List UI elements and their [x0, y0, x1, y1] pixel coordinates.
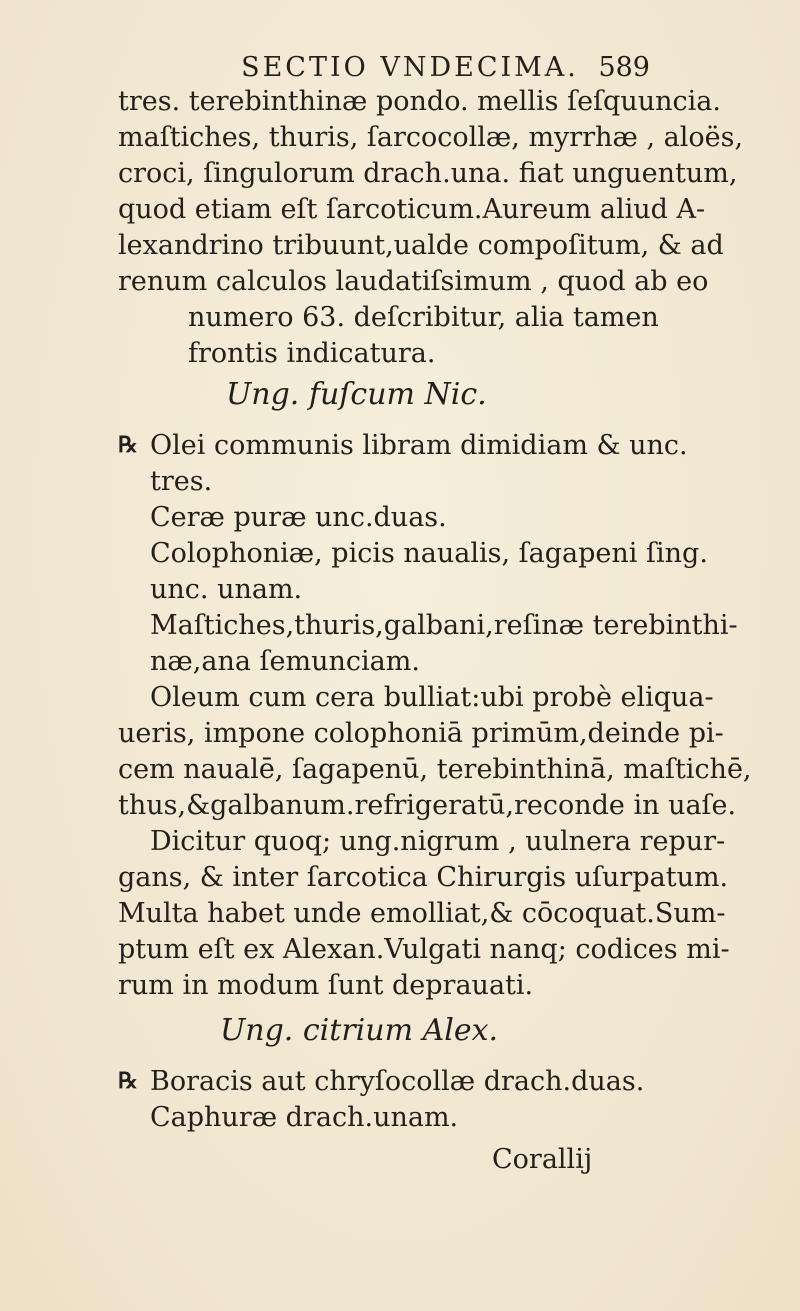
recipe-symbol: ℞	[118, 1068, 138, 1094]
section-title: SECTIO VNDECIMA.	[241, 52, 579, 83]
catchword: Corallij	[492, 1144, 593, 1175]
text-line: Caphuræ drach.unam.	[150, 1102, 459, 1133]
text-line: Maſtiches,thuris,galbani,reſinæ terebinthi-	[150, 610, 738, 641]
text-line: Colophoniæ, picis naualis, ſagapeni ſing.	[150, 538, 708, 569]
text-line: frontis indicatura.	[188, 338, 436, 369]
text-line: maſtiches, thuris, ſarcocollæ, myrrhæ , aloës,	[118, 122, 744, 153]
text-line: rum in modum ſunt deprauati.	[118, 970, 534, 1001]
text-line: gans, & inter ſarcotica Chirurgis uſurpatum.	[118, 862, 729, 893]
text-line: lexandrino tribuunt,ualde compoſitum, & ad	[118, 230, 724, 261]
text-line: Oleum cum cera bulliat:ubi probè eliqua-	[150, 682, 714, 713]
text-line: croci, ſingulorum drach.una. fiat unguentum,	[118, 158, 738, 189]
text-line: quod etiam eſt ſarcoticum.Aureum aliud A-	[118, 194, 706, 225]
text-line: Ceræ puræ unc.duas.	[150, 502, 447, 533]
text-line: ueris, impone colophoniā primūm,deinde pi-	[118, 718, 724, 749]
text-line: Boracis aut chryſocollæ drach.duas.	[150, 1066, 645, 1097]
text-line: Olei communis libram dimidiam & unc.	[150, 430, 688, 461]
recipe-heading: Ung. citrium Alex.	[220, 1013, 499, 1048]
text-line: ptum eſt ex Alexan.Vulgati nanq; codices mi-	[118, 934, 730, 965]
text-line: cem naualē, ſagapenū, terebinthinā, maſtichē,	[118, 754, 752, 785]
text-line: næ,ana ſemunciam.	[150, 646, 420, 677]
text-line: tres. terebinthinæ pondo. mellis ſeſquuncia.	[118, 86, 721, 117]
recipe-heading: Ung. fuſcum Nic.	[226, 377, 487, 412]
text-line: numero 63. deſcribitur, alia tamen	[188, 302, 659, 333]
text-line: Dicitur quoq; ung.nigrum , uulnera repur-	[150, 826, 726, 857]
recipe-symbol: ℞	[118, 432, 138, 458]
text-line: thus,&galbanum.refrigeratū,reconde in uaſe.	[118, 790, 737, 821]
text-line: unc. unam.	[150, 574, 303, 605]
text-line: tres.	[150, 466, 213, 497]
page-number: 589	[598, 52, 650, 83]
text-line: Multa habet unde emolliat,& cōcoquat.Sum-	[118, 898, 726, 929]
text-line: renum calculos laudatiſsimum , quod ab eo	[118, 266, 709, 297]
